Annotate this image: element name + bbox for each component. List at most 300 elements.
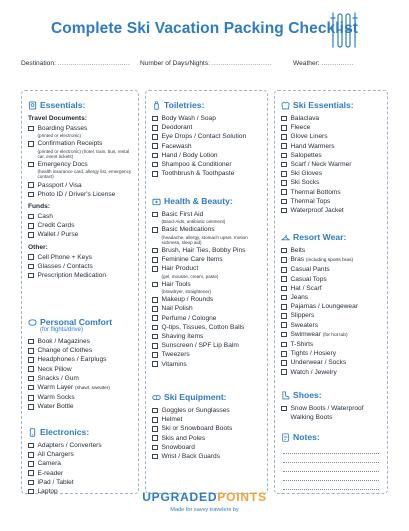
checkbox[interactable] — [281, 189, 287, 195]
item-note: (health insurance card, allergy list, emergency contact) — [37, 169, 132, 180]
item-text — [291, 284, 322, 293]
item-text — [162, 434, 206, 443]
checklist-item[interactable] — [28, 393, 135, 402]
checklist-item[interactable] — [281, 321, 384, 330]
comfort-list — [22, 337, 138, 412]
item-label: Pajamas / Loungewear — [290, 303, 358, 311]
upgraded-points-logo[interactable] — [0, 490, 409, 504]
item-text — [38, 160, 136, 181]
ski-essentials-list — [275, 114, 387, 215]
checklist-item[interactable] — [152, 415, 264, 424]
checkbox[interactable] — [28, 443, 34, 449]
checkbox[interactable] — [152, 325, 158, 331]
checklist-item[interactable] — [28, 253, 135, 262]
notes-line[interactable] — [283, 454, 379, 463]
destination-field[interactable]: Destination: .................................. — [21, 60, 131, 67]
checkbox[interactable] — [28, 452, 34, 458]
footer — [0, 490, 409, 513]
item-text — [38, 441, 102, 450]
goggles-icon — [152, 393, 161, 402]
item-text — [291, 321, 319, 330]
pillow-icon — [28, 318, 37, 327]
shoes-section — [275, 389, 387, 422]
resort-wear-list — [275, 246, 387, 377]
item-text — [38, 450, 74, 459]
item-label: Eye Drops / Contact Solution — [161, 133, 247, 141]
checkbox[interactable] — [28, 357, 34, 363]
checklist-item[interactable] — [152, 264, 264, 279]
item-text — [38, 346, 93, 355]
checkbox[interactable] — [152, 352, 158, 358]
item-label: Waterproof Jacket — [290, 207, 344, 215]
item-label: Warm Socks — [37, 394, 75, 402]
item-text — [291, 114, 320, 123]
days-field[interactable]: Number of Days/Nights: ............................ — [140, 60, 272, 67]
checkbox[interactable] — [281, 125, 287, 131]
checkbox[interactable] — [281, 351, 287, 357]
item-text — [162, 264, 219, 279]
checkbox[interactable] — [28, 470, 34, 476]
item-text — [291, 151, 322, 160]
checklist-item[interactable] — [152, 350, 264, 359]
item-text — [162, 323, 245, 332]
checkbox[interactable] — [281, 322, 287, 328]
item-text — [291, 246, 306, 255]
checkbox[interactable] — [28, 141, 34, 147]
boot-icon — [281, 391, 290, 400]
item-label: Casual Tops — [290, 275, 327, 283]
item-label: Bras — [290, 256, 305, 264]
item-label: Water Bottle — [37, 403, 74, 411]
checklist-item[interactable] — [28, 383, 135, 393]
item-label: Tweezers — [161, 351, 190, 359]
checkbox[interactable] — [28, 254, 34, 260]
notes-line[interactable] — [283, 472, 379, 481]
item-label: Ski Gloves — [290, 170, 323, 178]
item-text — [162, 225, 265, 246]
checkbox[interactable] — [281, 199, 287, 205]
essentials-section — [22, 99, 138, 280]
checklist-item[interactable] — [28, 160, 135, 181]
item-label: Thermal Bottoms — [290, 188, 341, 196]
item-text — [291, 188, 341, 197]
checklist-item[interactable] — [152, 151, 264, 160]
checklist-item[interactable] — [28, 262, 135, 271]
item-text — [162, 304, 193, 313]
essentials-group-heading: Other: — [28, 243, 48, 251]
checkbox[interactable] — [152, 227, 158, 233]
checkbox[interactable] — [281, 143, 287, 149]
checklist-item[interactable] — [152, 314, 264, 323]
item-label: Sweaters — [290, 321, 318, 329]
checkbox[interactable] — [152, 417, 158, 423]
item-text — [162, 443, 195, 452]
checkbox[interactable] — [28, 385, 34, 391]
checkbox[interactable] — [152, 153, 158, 159]
checkbox[interactable] — [152, 125, 158, 131]
item-label: Glove Liners — [290, 133, 328, 141]
checkbox[interactable] — [281, 257, 287, 263]
item-text — [38, 253, 92, 262]
item-label: Hair Product — [161, 265, 199, 273]
checklist-item[interactable] — [28, 212, 135, 221]
item-text — [162, 332, 204, 341]
item-text — [162, 160, 232, 169]
checklist-item[interactable] — [152, 304, 264, 313]
item-text — [291, 197, 331, 206]
item-label: Snacks / Gum — [37, 374, 79, 382]
notes-line[interactable] — [283, 463, 379, 472]
checkbox[interactable] — [152, 248, 158, 254]
item-text — [38, 478, 74, 487]
item-text — [291, 255, 354, 265]
item-text — [162, 246, 246, 255]
checkbox[interactable] — [152, 266, 158, 272]
item-text — [291, 123, 311, 132]
checkbox[interactable] — [152, 212, 158, 218]
checkbox[interactable] — [281, 332, 287, 338]
checklist-item[interactable] — [28, 181, 135, 190]
checklist-item[interactable] — [28, 271, 135, 280]
item-text — [162, 406, 230, 415]
checklist-item[interactable] — [152, 160, 264, 169]
essentials-group-list — [22, 124, 138, 199]
essentials-group-list — [22, 212, 138, 240]
item-label: Basic Medications — [161, 226, 215, 234]
checklist-item[interactable] — [281, 178, 384, 187]
ski-equipment-list — [146, 406, 267, 461]
item-label: Camera — [37, 460, 61, 468]
checkbox[interactable] — [28, 480, 34, 486]
item-text — [162, 132, 247, 141]
checkbox[interactable] — [152, 162, 158, 168]
checklist-item[interactable] — [281, 255, 384, 265]
checklist-item[interactable] — [152, 406, 264, 415]
destination-label: Destination: — [21, 60, 56, 67]
checkbox[interactable] — [281, 208, 287, 214]
item-text — [38, 393, 75, 402]
first-aid-icon — [152, 197, 161, 206]
checkbox[interactable] — [152, 257, 158, 263]
item-label: Watch / Jewelry — [290, 368, 337, 376]
checklist-item[interactable] — [281, 151, 384, 160]
item-label: Goggles or Sunglasses — [161, 407, 230, 414]
checklist-item[interactable] — [281, 404, 384, 422]
item-text — [38, 459, 61, 468]
checkbox[interactable] — [28, 461, 34, 467]
column-middle — [145, 90, 268, 494]
item-note: (printed or electronic) — [37, 133, 81, 139]
checkbox[interactable] — [152, 315, 158, 321]
checkbox[interactable] — [28, 214, 34, 220]
checklist-item[interactable] — [152, 323, 264, 332]
item-label: Book / Magazines — [37, 338, 90, 345]
ski-essentials-title: Ski Essentials: — [293, 100, 354, 110]
checkbox[interactable] — [281, 313, 287, 319]
checkbox[interactable] — [28, 182, 34, 188]
checklist-item[interactable] — [152, 341, 264, 350]
checklist-item[interactable] — [152, 280, 264, 295]
skis-illustration-icon — [328, 10, 362, 50]
item-label: Basic First Aid — [161, 211, 204, 218]
checklist-item[interactable] — [281, 368, 384, 377]
essentials-title: Essentials: — [40, 100, 86, 110]
item-text — [162, 424, 233, 433]
item-label: Toothbrush & Toothpaste — [161, 170, 235, 178]
checklist-item[interactable] — [281, 160, 384, 169]
checklist-item[interactable] — [281, 132, 384, 141]
item-label: T-Shirts — [290, 341, 314, 349]
checkbox[interactable] — [152, 143, 158, 149]
checklist-item[interactable] — [281, 284, 384, 293]
checkbox[interactable] — [152, 343, 158, 349]
checkbox[interactable] — [28, 223, 34, 229]
checkbox[interactable] — [28, 339, 34, 345]
item-label: Passport / Visa — [37, 181, 82, 189]
checkbox[interactable] — [281, 406, 287, 412]
item-label: Brush, Hair Ties, Bobby Pins — [161, 247, 246, 255]
item-label: Deodorant — [161, 124, 193, 132]
checklist-item[interactable] — [281, 169, 384, 178]
toiletries-list — [146, 114, 267, 178]
checkbox[interactable] — [152, 306, 158, 312]
checklist-item[interactable] — [28, 441, 135, 450]
item-label: Ski Socks — [290, 179, 320, 187]
notes-line[interactable] — [283, 481, 379, 490]
checklist-item[interactable] — [281, 302, 384, 311]
notes-line[interactable] — [283, 445, 379, 454]
essentials-groups — [22, 115, 138, 280]
resort-wear-section — [275, 231, 387, 377]
checkbox[interactable] — [152, 454, 158, 460]
checkbox[interactable] — [28, 264, 34, 270]
item-inline-note: (shawl, sweater) — [75, 386, 110, 392]
checkbox[interactable] — [152, 116, 158, 122]
checkbox[interactable] — [28, 162, 34, 168]
checkbox[interactable] — [152, 334, 158, 340]
shoes-title: Shoes: — [293, 390, 322, 400]
checklist-item[interactable] — [152, 295, 264, 304]
checkbox[interactable] — [152, 134, 158, 140]
checkbox[interactable] — [28, 348, 34, 354]
item-text — [38, 124, 88, 139]
checkbox[interactable] — [281, 360, 287, 366]
checkbox[interactable] — [281, 248, 287, 254]
checkbox[interactable] — [152, 297, 158, 303]
checkbox[interactable] — [281, 369, 287, 375]
checklist-item[interactable] — [28, 469, 135, 478]
checklist-item[interactable] — [152, 246, 264, 255]
checkbox[interactable] — [28, 273, 34, 279]
checkbox[interactable] — [152, 361, 158, 367]
checkbox[interactable] — [281, 342, 287, 348]
checklist-item[interactable] — [28, 355, 135, 364]
checklist-item[interactable] — [281, 340, 384, 349]
checkbox[interactable] — [281, 171, 287, 177]
item-text — [291, 132, 328, 141]
checklist-item[interactable] — [28, 450, 135, 459]
checklist-item[interactable] — [152, 169, 264, 178]
toiletries-section — [146, 99, 267, 178]
notes-title: Notes: — [293, 432, 320, 442]
item-text — [38, 139, 136, 160]
checklist-item[interactable] — [281, 349, 384, 358]
checklist-item[interactable] — [28, 124, 135, 139]
checklist-item[interactable] — [281, 265, 384, 274]
checklist-item[interactable] — [152, 142, 264, 151]
checkbox[interactable] — [28, 232, 34, 238]
item-text — [291, 293, 309, 302]
item-label: All Chargers — [37, 451, 74, 459]
item-text — [162, 123, 193, 132]
checklist-item[interactable] — [152, 255, 264, 264]
checkbox[interactable] — [281, 116, 287, 122]
ski-essentials-section — [275, 99, 387, 215]
checklist-item[interactable] — [281, 123, 384, 132]
item-text — [162, 169, 235, 178]
checklist-item[interactable] — [152, 123, 264, 132]
item-label: Jeans — [290, 294, 309, 302]
item-text — [162, 142, 192, 151]
weather-field[interactable]: Weather: ............... — [293, 60, 354, 67]
checklist-item[interactable] — [152, 132, 264, 141]
checklist-item[interactable] — [28, 402, 135, 411]
item-label: Warm Layer — [37, 384, 74, 392]
column-left — [21, 90, 139, 494]
ski-equipment-title: Ski Equipment: — [164, 392, 227, 402]
checklist-item[interactable] — [28, 221, 135, 230]
checkbox[interactable] — [152, 282, 158, 288]
checklist-item[interactable] — [152, 210, 264, 225]
shoes-list — [275, 404, 387, 422]
item-label: Wallet / Purse — [37, 231, 79, 239]
item-label: Hand / Body Lotion — [161, 151, 218, 159]
checkbox[interactable] — [281, 295, 287, 301]
checkbox[interactable] — [152, 408, 158, 414]
item-text — [38, 262, 93, 271]
checkbox[interactable] — [28, 376, 34, 382]
item-text — [38, 469, 64, 478]
item-inline-note: (including sports bras) — [305, 258, 354, 264]
checklist-item[interactable] — [281, 206, 384, 215]
checklist-item[interactable] — [152, 114, 264, 123]
checklist-item[interactable] — [281, 275, 384, 284]
checklist-item[interactable] — [281, 197, 384, 206]
checklist-item[interactable] — [152, 452, 264, 461]
item-text — [162, 314, 217, 323]
item-text — [291, 340, 314, 349]
item-note: (headache, allergy, stomach upset, motion sickness, sleep aid) — [161, 234, 248, 245]
checkbox[interactable] — [281, 162, 287, 168]
resort-wear-title: Resort Wear: — [293, 232, 347, 242]
checkbox[interactable] — [281, 180, 287, 186]
item-label: Salopettes — [290, 151, 322, 159]
checklist-item[interactable] — [152, 443, 264, 452]
checklist-item[interactable] — [281, 311, 384, 320]
item-label: Shampoo & Conditioner — [161, 161, 232, 169]
item-label: Change of Clothes — [37, 347, 93, 355]
phone-icon — [28, 428, 37, 437]
checkbox[interactable] — [281, 276, 287, 282]
checklist-item[interactable] — [152, 225, 264, 246]
comfort-section — [22, 316, 138, 412]
checkbox[interactable] — [281, 153, 287, 159]
checkbox[interactable] — [152, 435, 158, 441]
checklist-item[interactable] — [281, 330, 384, 340]
item-text — [291, 358, 347, 367]
item-label: Confirmation Receipts — [37, 140, 103, 148]
weather-label: Weather: — [293, 60, 320, 67]
checklist-item[interactable] — [281, 246, 384, 255]
checklist-item[interactable] — [28, 230, 135, 239]
checklist-item[interactable] — [281, 358, 384, 367]
checklist-item[interactable] — [281, 188, 384, 197]
checklist-item[interactable] — [28, 346, 135, 355]
checklist-item[interactable] — [152, 332, 264, 341]
checklist-item[interactable] — [28, 374, 135, 383]
item-label: Thermal Tops — [290, 197, 331, 205]
checkbox[interactable] — [28, 126, 34, 132]
checklist-item[interactable] — [28, 337, 135, 346]
toiletries-bottle-icon — [152, 101, 161, 110]
electronics-title: Electronics: — [40, 427, 90, 437]
health-section — [146, 195, 267, 369]
item-label: Neck Pillow — [37, 365, 72, 373]
checkbox[interactable] — [28, 404, 34, 410]
checklist-item[interactable] — [28, 190, 135, 199]
logo-accent-text: POINTS — [217, 490, 267, 504]
item-label: Shaving Items — [161, 333, 204, 341]
item-text — [162, 360, 187, 369]
item-label: Snow Boots / Waterproof Walking Boots — [290, 405, 364, 422]
checkbox[interactable] — [152, 171, 158, 177]
checklist-item[interactable] — [28, 459, 135, 468]
essentials-group-list — [22, 253, 138, 281]
item-text — [162, 415, 183, 424]
item-label: Credit Cards — [37, 222, 75, 230]
checkbox[interactable] — [152, 426, 158, 432]
checklist-item[interactable] — [28, 478, 135, 487]
notes-lines[interactable] — [275, 445, 387, 490]
checkbox[interactable] — [28, 366, 34, 372]
health-title: Health & Beauty: — [164, 196, 233, 206]
checklist-item[interactable] — [152, 424, 264, 433]
item-text — [291, 160, 352, 169]
checkbox[interactable] — [152, 445, 158, 451]
checkbox[interactable] — [281, 267, 287, 273]
item-label: Body Wash / Soap — [161, 115, 216, 122]
checklist-item[interactable] — [152, 434, 264, 443]
checklist-item[interactable] — [281, 293, 384, 302]
item-text — [38, 181, 82, 190]
checkbox[interactable] — [281, 286, 287, 292]
item-label: Laptop — [37, 488, 58, 496]
item-note: (gel, mousse, cream, paste) — [161, 273, 219, 279]
checklist-item[interactable] — [281, 142, 384, 151]
checkbox[interactable] — [28, 395, 34, 401]
item-label: Casual Pants — [290, 266, 330, 274]
checkbox[interactable] — [281, 134, 287, 140]
checklist-item[interactable] — [28, 139, 135, 160]
item-label: Helmet — [161, 416, 183, 424]
checklist-item[interactable] — [281, 114, 384, 123]
checklist-item[interactable] — [152, 360, 264, 369]
item-text — [291, 169, 323, 178]
checkbox[interactable] — [281, 304, 287, 310]
item-text — [162, 452, 221, 461]
checkbox[interactable] — [28, 192, 34, 198]
checklist-item[interactable] — [28, 365, 135, 374]
